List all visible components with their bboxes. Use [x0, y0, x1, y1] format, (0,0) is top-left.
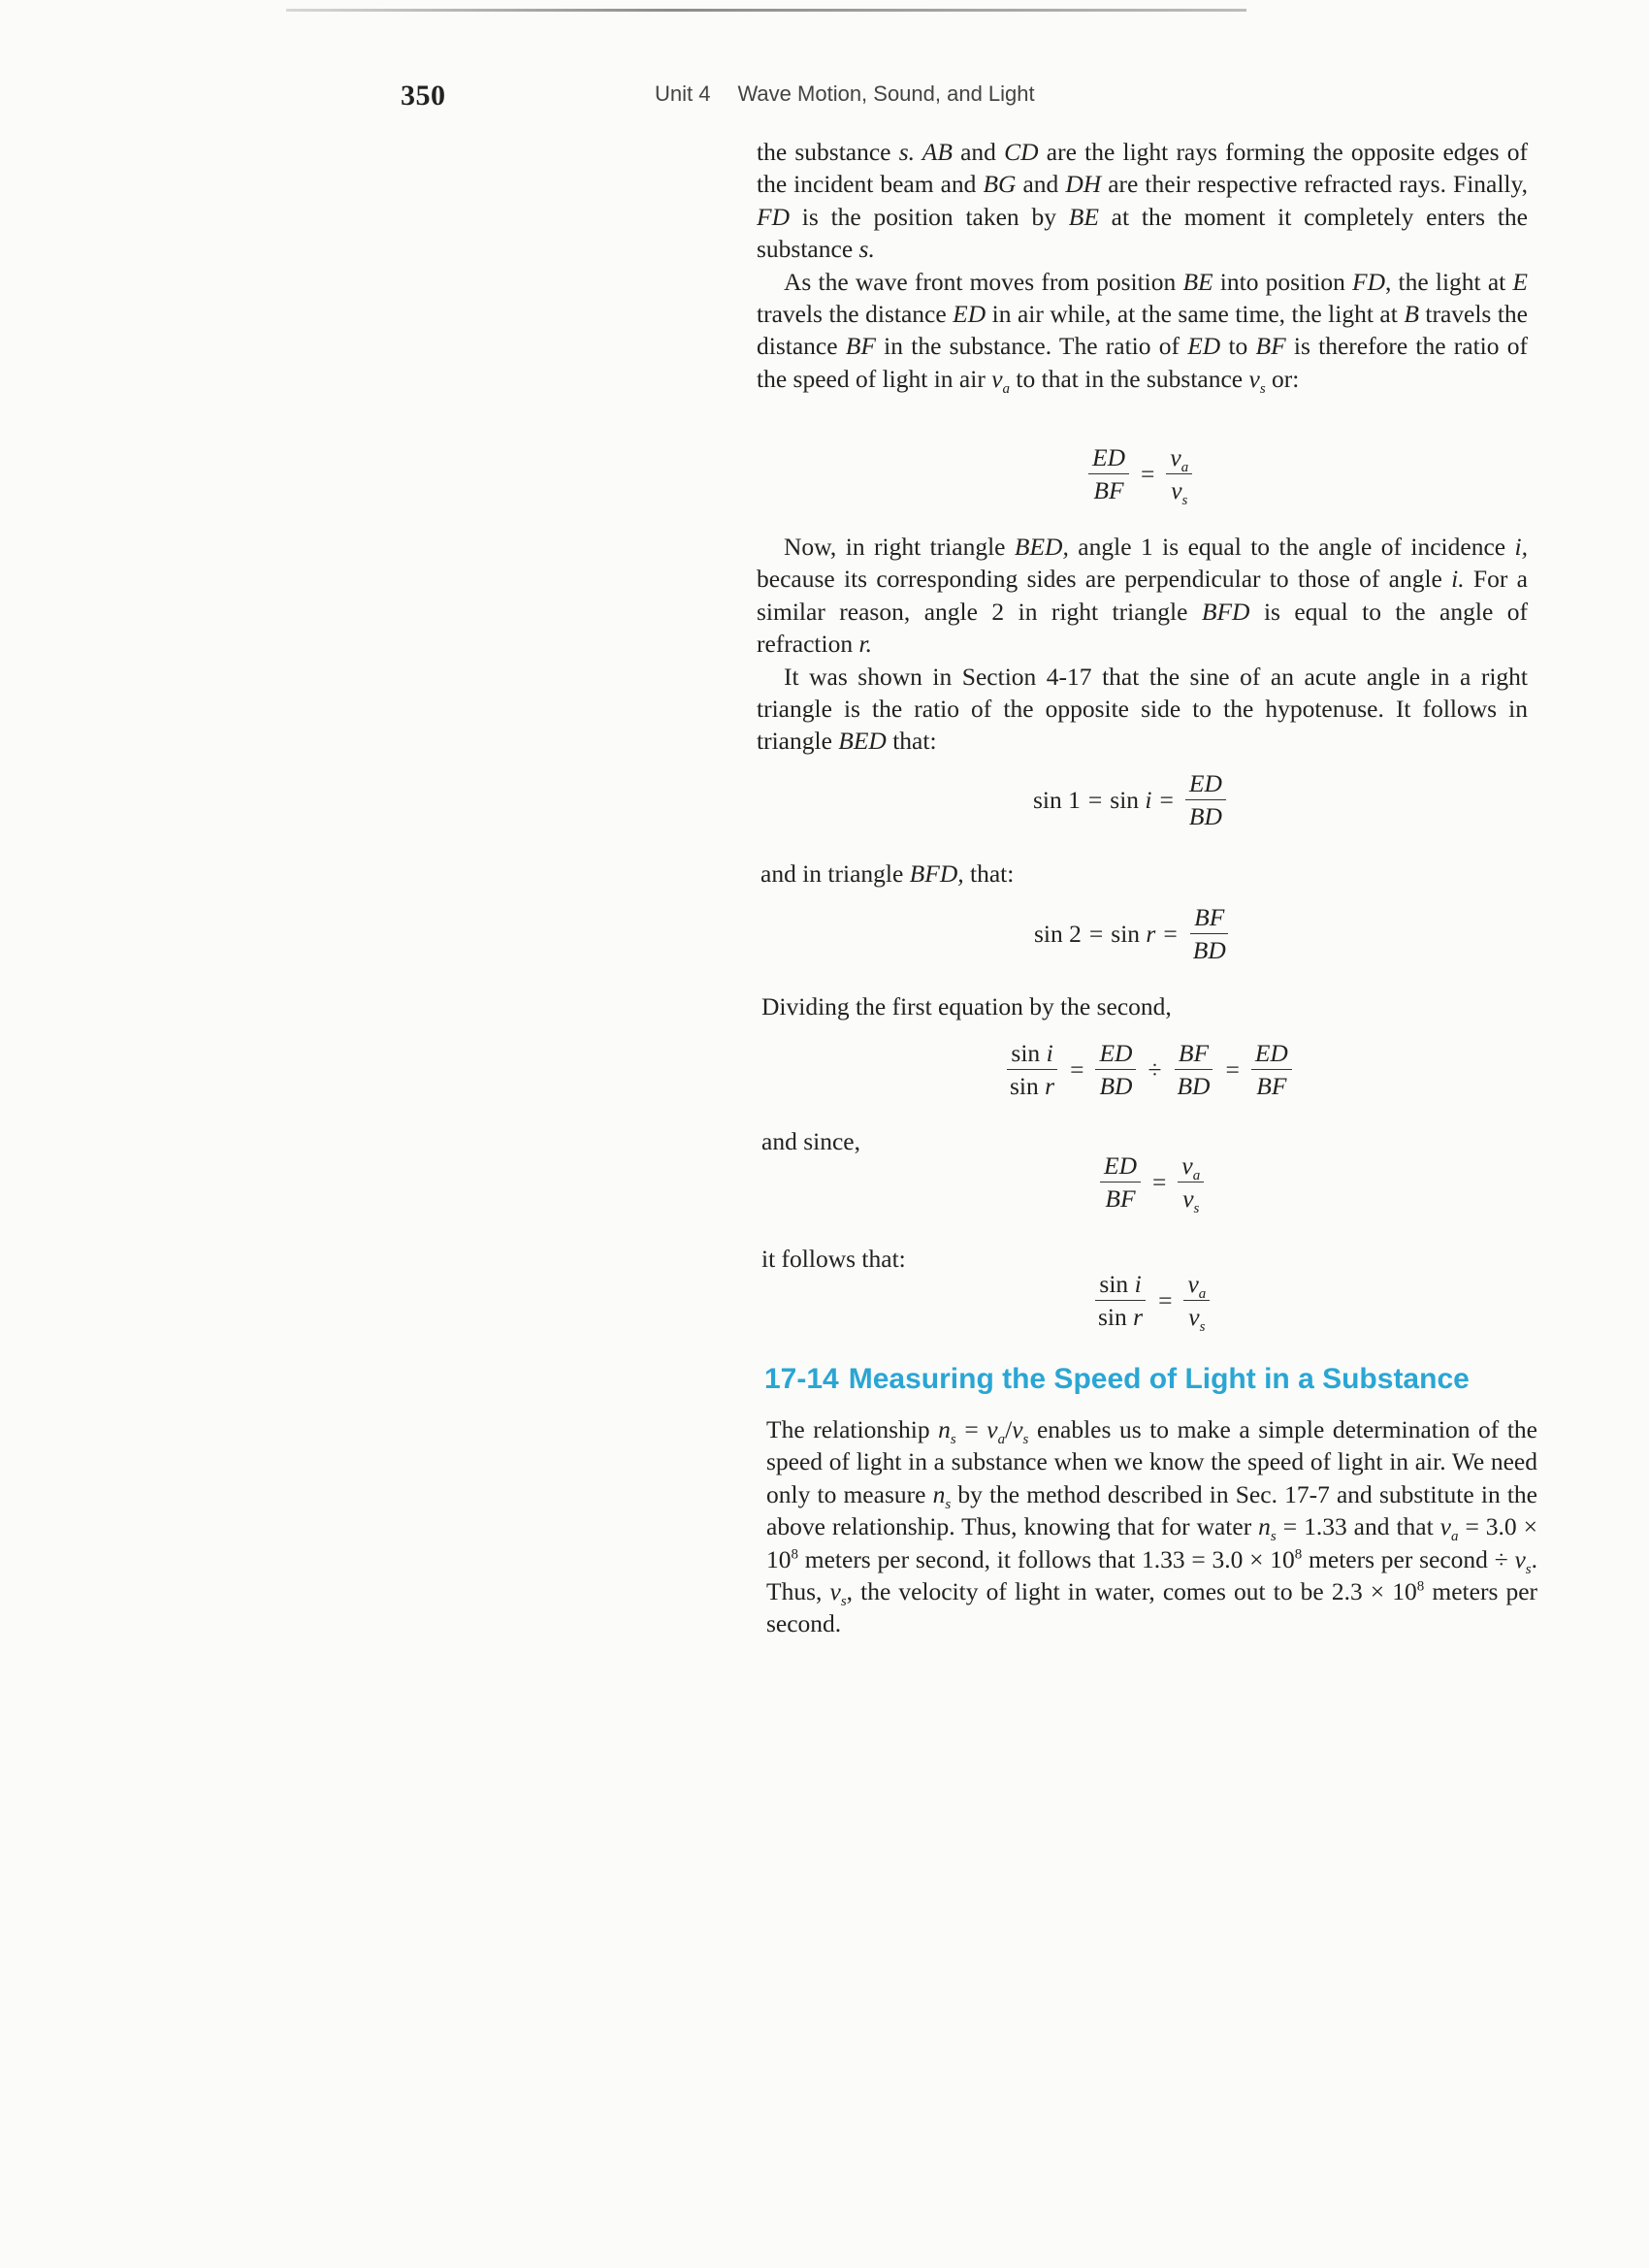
unit-title: Wave Motion, Sound, and Light [737, 81, 1035, 106]
page-number: 350 [401, 80, 446, 112]
body-column-middle [757, 531, 1528, 758]
paragraph-4: It was shown in Section 4-17 that the sine of an acute angle in a right triangle is the ratio of the opposite side to the hypotenuse. It follows in triangle BED that: [757, 662, 1528, 756]
section-heading [764, 1363, 1470, 1396]
paragraph-1: the substance s. AB and CD are the light rays forming the opposite edges of the incident beam and BG and DH are their respective refracted rays. Finally, FD is the position taken by BE at the moment it completely enters the substance s. [757, 138, 1528, 264]
paragraph-3: Now, in right triangle BED, angle 1 is equal to the angle of incidence i, because its corresponding sides are perpendicular to those of angle i. For a similar reason, angle 2 in right triangle BFD is equal to the angle of refraction r. [757, 533, 1528, 659]
line-and-since: and since, [761, 1127, 860, 1155]
line-dividing: Dividing the first equation by the second, [761, 992, 1172, 1021]
equation-5: $\frac{ED}{BF}$ = $\frac{v_a}{v_s}$ [1096, 1150, 1208, 1214]
equation-2: sin 1 = sin i = $\frac{ED}{BD}$ [1033, 768, 1230, 831]
running-head [655, 81, 1035, 107]
line-triangle-bfd: and in triangle BFD, that: [760, 859, 1015, 888]
paragraph-2: As the wave front moves from position BE into position FD, the light at E travels the distance ED in air while, at the same time, the light at B travels the distance BF in the substance. The ratio of ED to BF is therefore the ratio of the speed of light in air $v_a$ to that in the substance $v_s$ or: [757, 267, 1529, 397]
line-it-follows: it follows that: [761, 1245, 906, 1273]
scan-edge-line [286, 9, 1246, 12]
section-number: 17-14 [764, 1363, 839, 1395]
equation-6: $\frac{\text{sin i}}{\text{sin r}}$ = $\frac{v_a}{v_s}$ [1090, 1269, 1213, 1332]
equation-4: $\frac{\text{sin i}}{\text{sin r}}$ = $\frac{ED}{BD}$ ÷ $\frac{BF}{BD}$ = $\frac{ED}{BF}$ [1002, 1038, 1296, 1101]
paragraph-9: The relationship $n_s = v_a/v_s$ enables us to make a simple determination of the speed of light in a substance when we know the speed of light in air. We need only to measure $n_s$ by the method described in Sec. 17-7 and substitute in the above relationship. Thus, knowing that for water $n_s = 1.33$ and that $v_a = 3.0 \times 10^8$ meters per second, it follows that $1.33 = 3.0 \times 10^8$ meters per second ÷ $v_s$. Thus, $v_s$, the velocity of light in water, comes out to be $2.3 \times 10^8$ meters per second. [766, 1415, 1538, 1638]
unit-label: Unit 4 [655, 81, 711, 106]
section-title: Measuring the Speed of Light in a Substance [848, 1363, 1470, 1395]
body-column-top [757, 136, 1528, 395]
equation-1: $\frac{ED}{BF}$ = $\frac{v_a}{v_s}$ [1084, 442, 1196, 505]
equation-3: sin 2 = sin r = $\frac{BF}{BD}$ [1034, 902, 1234, 965]
body-column-bottom [766, 1413, 1537, 1640]
